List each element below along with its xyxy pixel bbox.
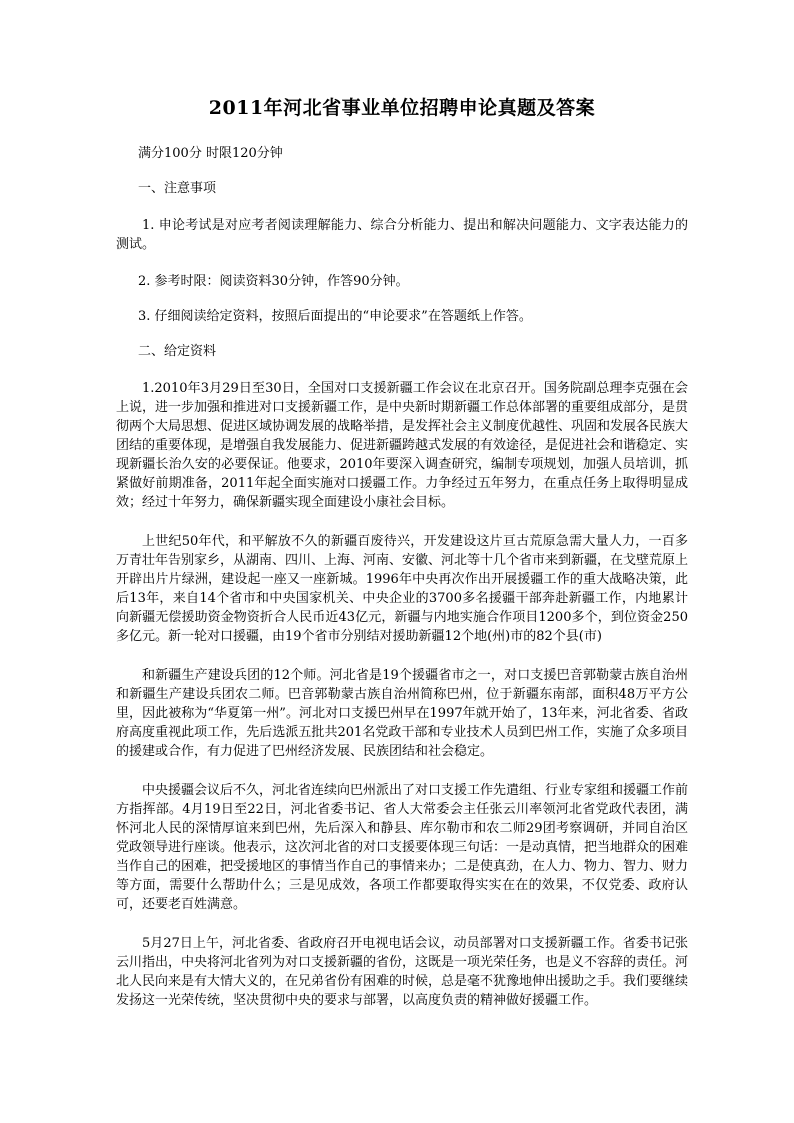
material-paragraph-2: 上世纪50年代，和平解放不久的新疆百废待兴，开发建设这片亘古荒原急需大量人力，一百多万青壮年告别家乡，从湖南、四川、上海、河南、安徽、河北等十几个省市来到新疆，在戈壁荒原上开辟出片片绿洲，建设起一座又一座新城。1996年中央再次作出开展援疆工作的重大战略决策，此后13年，来自14个省市和中央国家机关、中央企业的3700多名援疆干部奔赴新疆工作，内地累计向新疆无偿援助资金物资折合人民币近43亿元，新疆与内地实施合作项目1200多个，到位资金250多亿元。新一轮对口援疆，由19个省市分别结对援助新疆12个地(州)市的82个县(市) [116,534,689,644]
section-heading-notes: 一、注意事项 [138,181,217,196]
note-item-2: 2. 参考时限：阅读资料30分钟，作答90分钟。 [138,274,409,289]
document-page [116,96,688,1030]
material-paragraph-5: 5月27日上午，河北省委、省政府召开电视电话会议，动员部署对口支援新疆工作。省委书记张云川指出，中央将河北省列为对口支援新疆的省份，这既是一项光荣任务，也是义不容辞的责任。河北人民向来是有大情大义的，在兄弟省份有困难的时候，总是毫不犹豫地伸出援助之手。我们要继续发扬这一光荣传统，坚决贯彻中央的要求与部署，以高度负责的精神做好援疆工作。 [116,936,689,1008]
material-paragraph-1: 1.2010年3月29日至30日，全国对口支援新疆工作会议在北京召开。国务院副总理李克强在会上说，进一步加强和推进对口支援新疆工作，是中央新时期新疆工作总体部署的重要组成部分，是贯彻两个大局思想、促进区域协调发展的战略举措，是发挥社会主义制度优越性、巩固和发展各民族大团结的重要体现，是增强自我发展能力、促进新疆跨越式发展的有效途径，是促进社会和谐稳定、实现新疆长治久安的必要保证。他要求，2010年要深入调查研究，编制专项规划，加强人员培训，抓紧做好前期准备，2011年起全面实施对口援疆工作。力争经过五年努力，在重点任务上取得明显成效；经过十年努力，确保新疆实现全面建设小康社会目标。 [116,381,689,510]
document-title: 2011年河北省事业单位招聘申论真题及答案 [208,97,596,119]
section-heading-materials: 二、给定资料 [138,344,217,359]
material-paragraph-3: 和新疆生产建设兵团的12个师。河北省是19个援疆省市之一，对口支援巴音郭勒蒙古族自治州和新疆生产建设兵团农二师。巴音郭勒蒙古族自治州简称巴州，位于新疆东南部，面积48万平方公里，因此被称为“华夏第一州”。河北对口支援巴州早在1997年就开始了，13年来，河北省委、省政府高度重视此项工作，先后选派五批共201名党政干部和专业技术人员到巴州工作，实施了众多项目的援建或合作，有力促进了巴州经济发展、民族团结和社会稳定。 [116,668,688,759]
material-paragraph-4: 中央援疆会议后不久，河北省连续向巴州派出了对口支援工作先遣组、行业专家组和援疆工作前方指挥部。4月19日至22日，河北省委书记、省人大常委会主任张云川率领河北省党政代表团，满怀河北人民的深情厚谊来到巴州，先后深入和静县、库尔勒市和农二师29团考察调研，并同自治区党政领导进行座谈。他表示，这次河北省的对口支援要体现三句话：一是动真情，把当地群众的困难当作自己的困难，把受援地区的事情当作自己的事情来办；二是使真劲，在人力、物力、智力、财力等方面，需要什么帮助什么；三是见成效，各项工作都要取得实实在在的效果，不仅党委、政府认可，还要老百姓满意。 [116,783,689,912]
note-item-1: 1. 申论考试是对应考者阅读理解能力、综合分析能力、提出和解决问题能力、文字表达能力的测试。 [116,218,688,252]
score-time-line: 满分100分 时限120分钟 [138,146,283,161]
note-item-3: 3. 仔细阅读给定资料，按照后面提出的“申论要求”在答题纸上作答。 [138,309,532,324]
